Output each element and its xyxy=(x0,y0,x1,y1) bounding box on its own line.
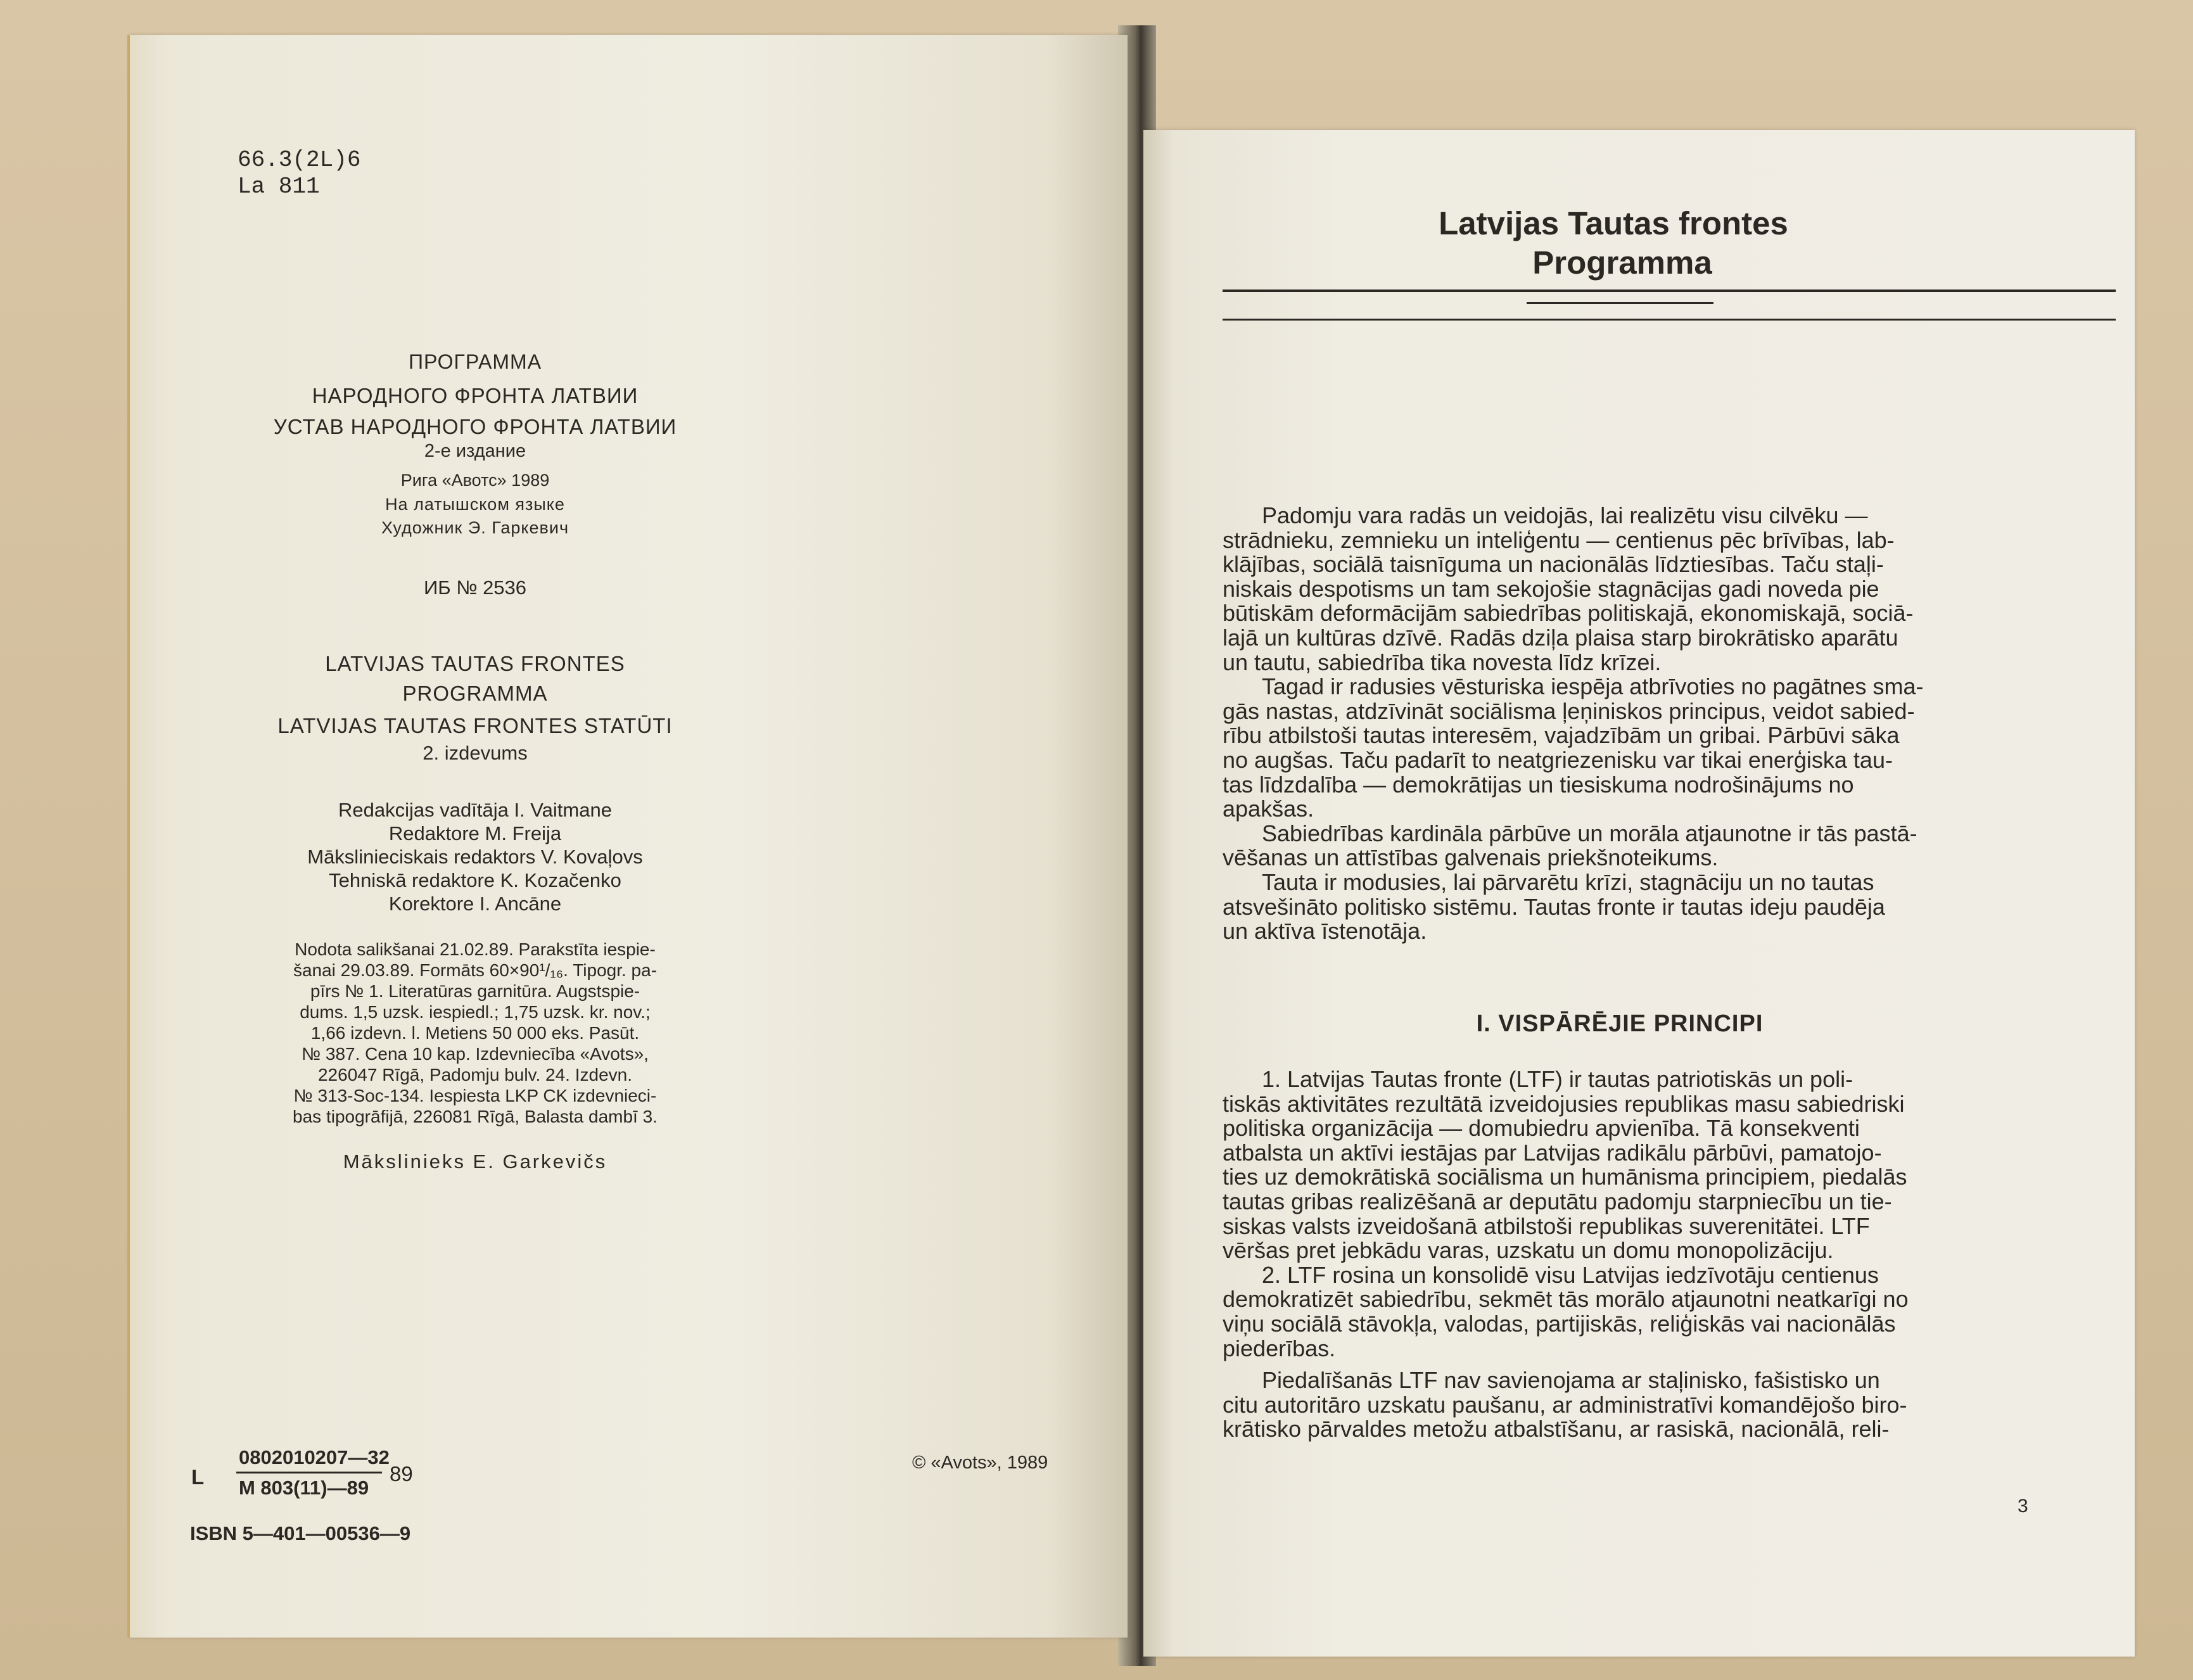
text-line: Tagad ir radusies vēsturiska iespēja atbrīvoties no pagātnes sma- xyxy=(1262,673,1924,700)
page-title-line-2: Programma xyxy=(1532,245,1712,281)
text-line: gās nastas, atdzīvināt sociālisma ļeņiniskos principus, veidot sabied- xyxy=(1223,697,1915,724)
title-rule-bottom xyxy=(1223,319,2116,321)
lv-title-1: LATVIJAS TAUTAS FRONTES xyxy=(325,652,625,675)
catalog-code: 66.3(2L)6 xyxy=(238,147,361,173)
catalog-code-2: La 811 xyxy=(238,174,320,200)
text-line: un tautu, sabiedrība tika novesta līdz krīzei. xyxy=(1223,649,1662,675)
imprint-line: 226047 Rīgā, Padomju bulv. 24. Izdevn. xyxy=(317,1065,633,1085)
credit-line: Korektore I. Ancāne xyxy=(388,893,562,915)
text-line: atbalsta un aktīvi iestājas par Latvijas radikālu pārbūvi, pamatojo- xyxy=(1223,1139,1882,1166)
text-line: vēšanas un attīstības galvenais priekšnoteikums. xyxy=(1223,844,1719,871)
text-line: niskais despotisms un tam sekojošie stagnācijas gadi noveda pie xyxy=(1223,575,1879,602)
right-page xyxy=(1143,130,2135,1657)
text-line: lajā un kultūras dzīvē. Radās dziļa plaisa starp birokrātisko aparātu xyxy=(1223,624,1898,651)
text-line: tas līdzdalība — demokrātijas un tiesiskuma nodrošinājums no xyxy=(1223,771,1854,798)
text-line: tautas gribas realizēšanā ar deputātu padomju starpniecību un tie- xyxy=(1223,1188,1892,1214)
index-letter: L xyxy=(191,1465,205,1489)
text-line: vēršas pret jebkādu varas, uzskatu un domu monopolizāciju. xyxy=(1223,1237,1834,1264)
section-heading: I. VISPĀRĒJIE PRINCIPI xyxy=(1476,1010,1764,1037)
text-line: Tauta ir modusies, lai pārvarētu krīzi, stagnāciju un no tautas xyxy=(1262,869,1874,895)
text-line: 1. Latvijas Tautas fronte (LTF) ir tautas patriotiskās un poli- xyxy=(1262,1066,1853,1092)
text-line: citu autoritāro uzskatu paušanu, ar administratīvi komandējošo biro- xyxy=(1223,1391,1907,1418)
text-line: siskas valsts izveidošanā atbilstoši republikas suverenitātei. LTF xyxy=(1223,1212,1870,1239)
lv-title-3: LATVIJAS TAUTAS FRONTES STATŪTI xyxy=(277,714,673,737)
text-line: viņu sociālā stāvokļa, valodas, partijiskās, reliģiskās vai nacionālās xyxy=(1223,1310,1896,1337)
index-denominator: M 803(11)—89 xyxy=(239,1477,369,1499)
text-line: ties uz demokrātiskā sociālisma un humānisma principiem, piedalās xyxy=(1223,1164,1907,1190)
text-line: klājības, sociālā taisnīguma un nacionālās līdztiesības. Taču staļi- xyxy=(1223,551,1884,578)
ru-publisher: Рига «Авотс» 1989 xyxy=(400,471,550,490)
credit-line: Redakcijas vadītāja I. Vaitmane xyxy=(338,799,612,821)
text-line: demokratizēt sabiedrību, sekmēt tās morālo atjaunotni neatkarīgi no xyxy=(1223,1286,1909,1313)
ru-edition: 2-е издание xyxy=(424,441,526,461)
ru-artist: Художник Э. Гаркевич xyxy=(381,518,569,537)
imprint-line: šanai 29.03.89. Formāts 60×90¹/₁₆. Tipogr. pa- xyxy=(293,960,658,980)
fraction-bar xyxy=(236,1472,382,1473)
text-line: 2. LTF rosina un konsolidē visu Latvijas iedzīvotāju centienus xyxy=(1262,1261,1879,1288)
lv-edition: 2. izdevums xyxy=(423,742,528,764)
index-numerator: 0802010207—32 xyxy=(239,1446,390,1468)
title-rule xyxy=(1223,290,2116,292)
credit-line: Mākslinieciskais redaktors V. Kovaļovs xyxy=(307,846,643,868)
isbn: ISBN 5—401—00536—9 xyxy=(190,1522,411,1544)
text-line: būtiskām deformācijām sabiedrības politiskajā, ekonomiskajā, sociā- xyxy=(1223,600,1914,627)
imprint-line: 1,66 izdevn. l. Metiens 50 000 eks. Pasūt. xyxy=(310,1023,640,1043)
lv-title-2: PROGRAMMA xyxy=(402,682,548,705)
text-line: atsvešināto politisko sistēmu. Tautas fronte ir tautas ideju paudēja xyxy=(1223,893,1885,920)
text-line: krātisko pārvaldes metožu atbalstīšanu, ar rasiskā, nacionālā, reli- xyxy=(1223,1416,1890,1442)
imprint-line: pīrs № 1. Literatūras garnitūra. Augstspie- xyxy=(310,981,640,1001)
text-line: Padomju vara radās un veidojās, lai realizētu visu cilvēku — xyxy=(1262,502,1868,528)
index-suffix: 89 xyxy=(390,1462,413,1486)
text-line: tiskās aktivitātes rezultātā izveidojusies republikas masu sabiedriski xyxy=(1223,1090,1905,1117)
title-rule-short xyxy=(1527,302,1713,304)
imprint-line: № 313-Soc-134. Iespiesta LKP CK izdevnieci- xyxy=(293,1086,657,1105)
section-text xyxy=(1223,1067,2106,1442)
text-line: strādnieku, zemnieku un inteliģentu — centienus pēc brīvības, lab- xyxy=(1223,526,1895,553)
text-line: Piedalīšanās LTF nav savienojama ar staļinisko, fašistisko un xyxy=(1262,1367,1880,1394)
page-number: 3 xyxy=(2018,1496,2028,1517)
text-line: no augšas. Taču padarīt to neatgriezenisku var tikai enerģiska tau- xyxy=(1223,746,1893,773)
text-line: piederības. xyxy=(1223,1335,1336,1361)
credit-line: Tehniskā redaktore K. Kozačenko xyxy=(329,869,621,891)
text-line: rību atbilstoši tautas interesēm, vajadzībām un gribai. Pārbūvi sāka xyxy=(1223,722,1900,749)
copyright: © «Avots», 1989 xyxy=(912,1453,1048,1473)
left-page xyxy=(130,35,1128,1638)
imprint-line: Nodota salikšanai 21.02.89. Parakstīta iespie- xyxy=(295,939,656,959)
ru-title-1: ПРОГРАММА xyxy=(408,350,542,373)
ru-language: На латышском языке xyxy=(385,495,565,514)
credit-line: Redaktore M. Freija xyxy=(388,822,562,844)
text-line: un aktīva īstenotāja. xyxy=(1223,918,1427,945)
ru-title-2: НАРОДНОГО ФРОНТА ЛАТВИИ xyxy=(312,384,639,407)
text-line: apakšas. xyxy=(1223,796,1314,822)
ru-title-3: УСТАВ НАРОДНОГО ФРОНТА ЛАТВИИ xyxy=(273,415,677,438)
imprint-line: dums. 1,5 uzsk. iespiedl.; 1,75 uzsk. kr. nov.; xyxy=(300,1002,651,1022)
intro-text xyxy=(1223,504,2106,944)
text-line: politiska organizācija — domubiedru apvienība. Tā konsekventi xyxy=(1223,1115,1860,1142)
text-line: Sabiedrības kardināla pārbūve un morāla atjaunotne ir tās pastā- xyxy=(1262,820,1917,846)
imprint-line: bas tipogrāfijā, 226081 Rīgā, Balasta dambī 3. xyxy=(293,1107,658,1126)
artist-lv: Mākslinieks E. Garkevičs xyxy=(343,1150,607,1173)
imprint-line: № 387. Cena 10 kap. Izdevniecība «Avots», xyxy=(302,1044,649,1064)
ib-number: ИБ № 2536 xyxy=(423,576,527,599)
page-title-line-1: Latvijas Tautas frontes xyxy=(1439,205,1788,241)
